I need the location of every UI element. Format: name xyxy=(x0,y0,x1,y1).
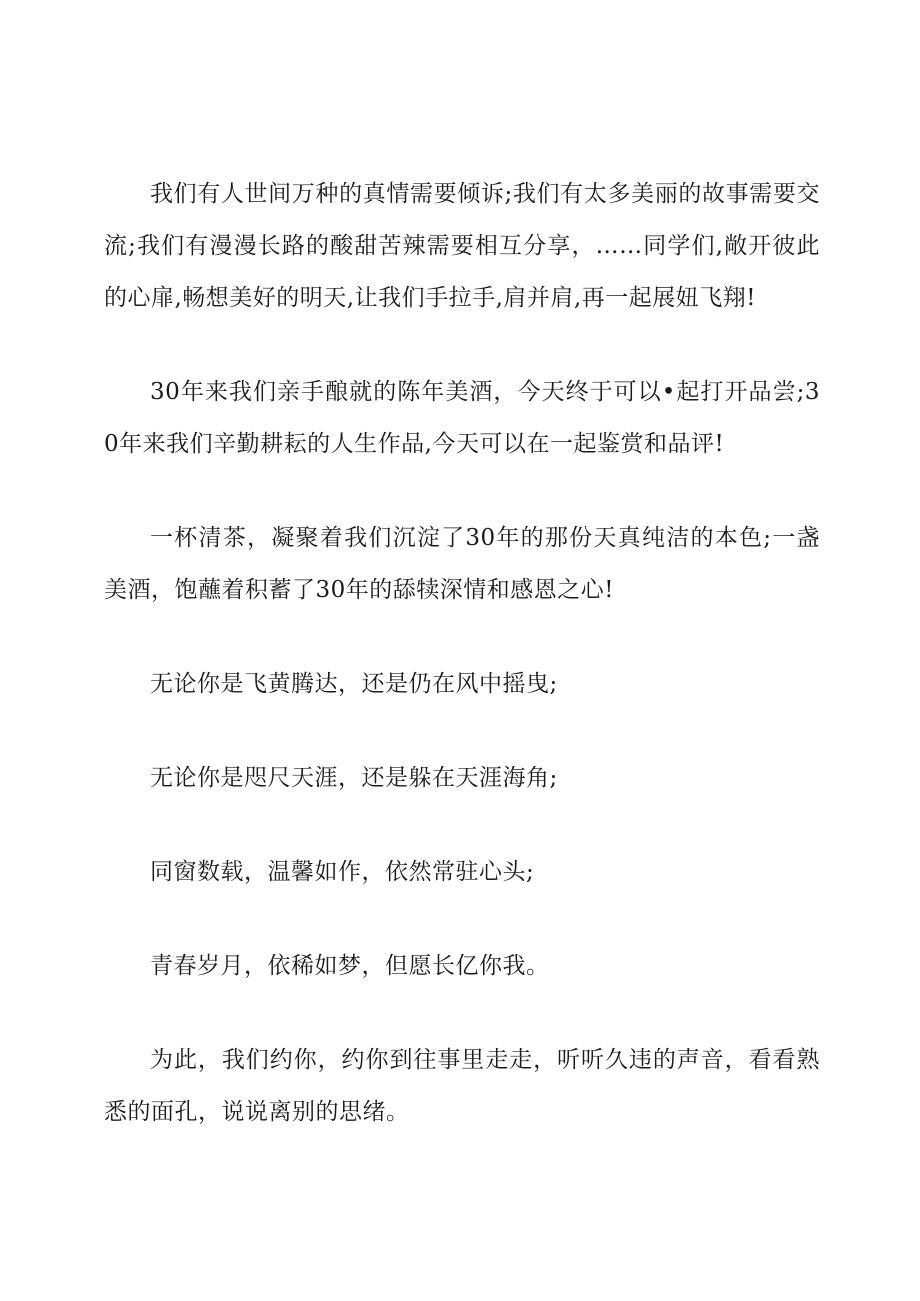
paragraph-3: 一杯清茶，凝聚着我们沉淀了30年的那份天真纯洁的本色;一盏美酒，饱蘸着积蓄了30年的舔犊深情和感恩之心! xyxy=(104,525,820,603)
paragraph-7: 青春岁月，依稀如梦，但愿长亿你我。 xyxy=(150,953,550,979)
paragraph-2: 30年来我们亲手酿就的陈年美酒，今天终于可以•起打开品尝;30年来我们辛勤耕耘的人生作品,今天可以在一起鉴赏和品评! xyxy=(104,379,820,457)
paragraph-4: 无论你是飞黄腾达，还是仍在风中摇曳; xyxy=(150,671,558,697)
paragraph-5: 无论你是咫尺天涯，还是躲在天涯海角; xyxy=(150,765,558,791)
document-body xyxy=(104,168,820,1138)
paragraph-1: 我们有人世间万种的真情需要倾诉;我们有太多美丽的故事需要交流;我们有漫漫长路的酸甜苦辣需要相互分享，……同学们,敞开彼此的心扉,畅想美好的明天,让我们手拉手,肩并肩,再一起展妞飞翔! xyxy=(104,181,820,311)
paragraph-8: 为此，我们约你，约你到往事里走走，听听久违的声音，看看熟悉的面孔，说说离别的思绪。 xyxy=(104,1047,820,1125)
paragraph-6: 同窗数载，温馨如作，依然常驻心头; xyxy=(150,859,535,885)
